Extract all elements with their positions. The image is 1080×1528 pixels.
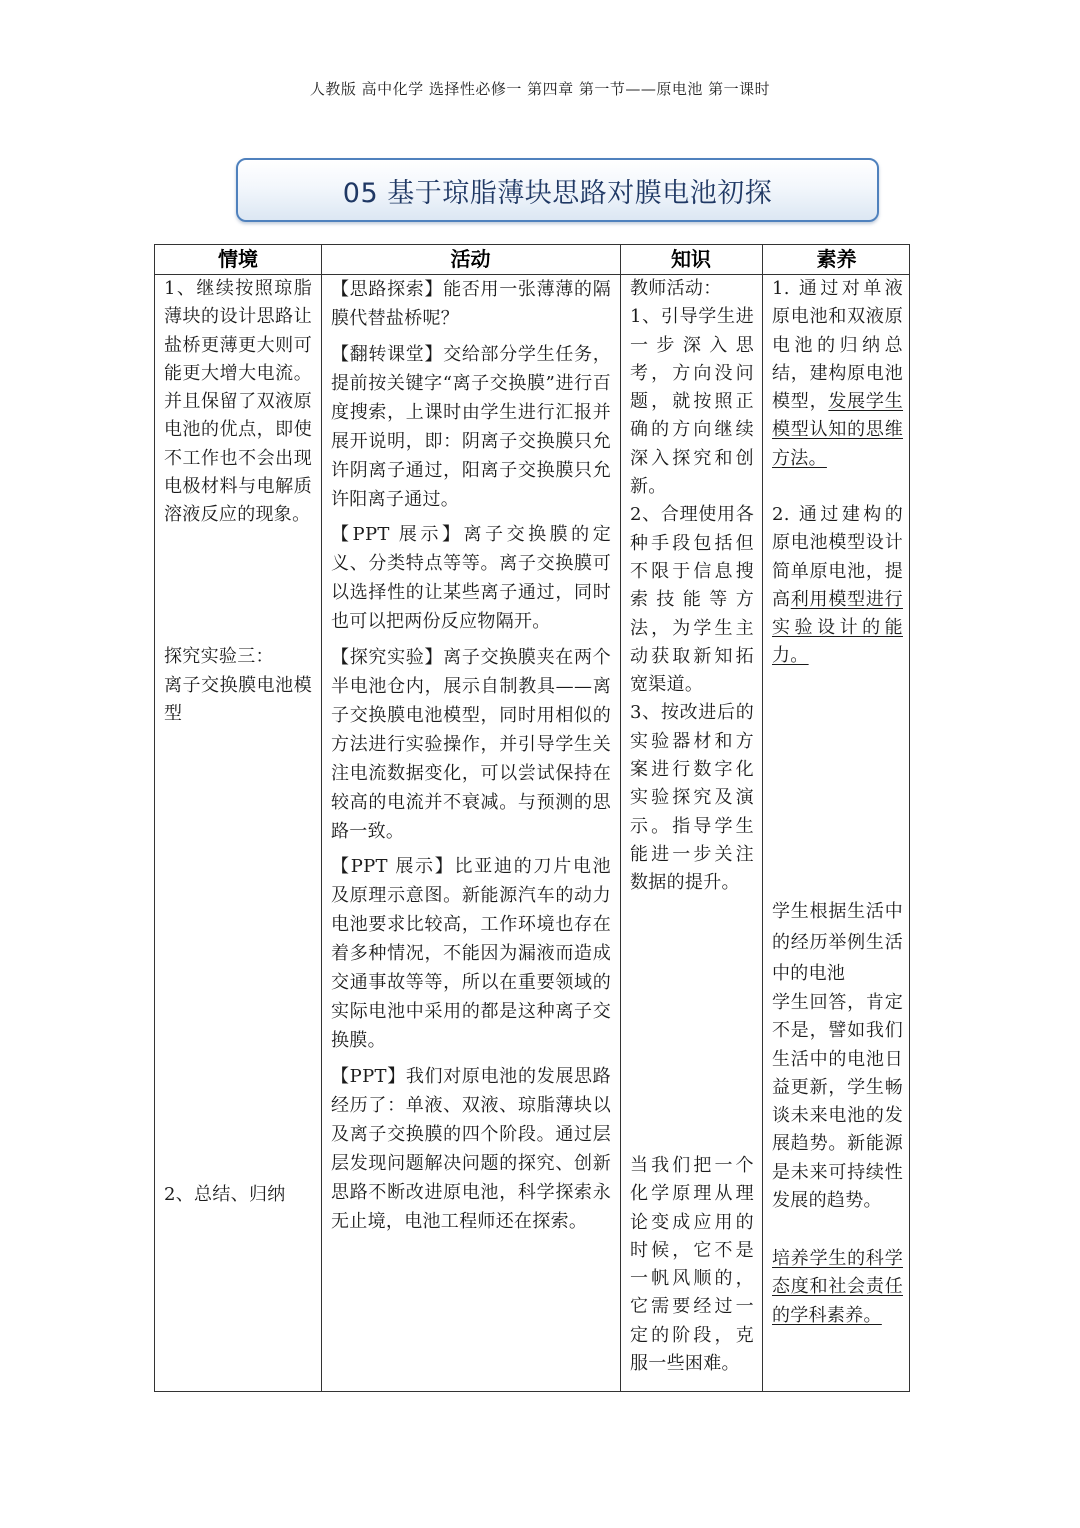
knowledge-item: 3、按改进后的实验器材和方案进行数字化实验探究及演示。指导学生能进一步关注数据的提升。 <box>630 702 754 894</box>
literacy-item-3: 培养学生的科学态度和社会责任的学科素养。 <box>772 1248 903 1326</box>
activity-tag: 【PPT 展示】 <box>331 856 455 877</box>
literacy-student-answer: 学生回答，肯定不是，譬如我们生活中的电池日益更新，学生畅谈未来电池的发展趋势。新能源是未来可持续性发展的趋势。 <box>772 992 903 1212</box>
context-exp-title: 探究实验三： <box>164 646 274 667</box>
lesson-table <box>154 244 910 1392</box>
header-literacy: 素养 <box>816 247 857 271</box>
header-knowledge: 知识 <box>671 247 711 271</box>
knowledge-item: 2、合理使用各种手段包括但不限于信息搜索技能等方法，为学生主动获取新知拓宽渠道。 <box>630 504 754 696</box>
context-item-1: 1、继续按照琼脂薄块的设计思路让盐桥更薄更大则可能更大增大电流。并且保留了双液原电池的优点，即使不工作也不会出现电极材料与电解质溶液反应的现象。 <box>164 278 312 526</box>
activity-tag: 【翻转课堂】 <box>331 343 444 365</box>
column-divider <box>321 245 322 1391</box>
activity-paragraph: 【PPT 展示】比亚迪的刀片电池及原理示意图。新能源汽车的动力电池要求比较高，工作环境也存在着多种情况，不能因为漏液而造成交通事故等等，所以在重要领域的实际电池中采用的都是这种离子交换膜。 <box>331 856 611 1051</box>
header-activity: 活动 <box>450 247 491 271</box>
literacy-item-1: 1. 通过对单液原电池和双液原电池的归纳总结，建构原电池模型，发展学生模型认知的思维方法。 <box>772 278 904 469</box>
activity-paragraph: 【PPT 展示】离子交换膜的定义、分类特点等等。离子交换膜可以选择性的让某些离子通过，同时也可以把两份反应物隔开。 <box>331 524 611 632</box>
page-header: 人教版 高中化学 选择性必修一 第四章 第一节——原电池 第一课时 <box>309 80 771 98</box>
title-banner <box>236 158 879 222</box>
literacy-highlight: 发展学生模型认知的思维方法。 <box>772 391 904 469</box>
activity-paragraph: 【探究实验】离子交换膜夹在两个半电池仓内，展示自制教具——离子交换膜电池模型，同时用相似的方法进行实验操作，并引导学生关注电流数据变化，可以尝试保持在较高的电流并不衰减。与预测的思路一致。 <box>331 646 611 842</box>
knowledge-cell <box>630 275 754 898</box>
activity-tag: 【PPT 展示】 <box>331 524 464 545</box>
activity-tag: 【思路探索】 <box>331 279 444 300</box>
context-exp-name: 离子交换膜电池模型 <box>164 675 312 725</box>
knowledge-heading: 教师活动： <box>630 278 722 299</box>
literacy-item-2: 2. 通过建构的原电池模型设计简单原电池，提高利用模型进行实验设计的能力。 <box>772 504 903 667</box>
knowledge-item: 1、引导学生进一步深入思考，方向没问题，就按照正确的方向继续深入探究和创新。 <box>630 306 754 498</box>
activity-tag: 【PPT】 <box>331 1065 406 1087</box>
literacy-highlight: 利用模型进行实验设计的能力。 <box>772 588 903 667</box>
activity-cell <box>331 275 611 1242</box>
page-title: 05 基于琼脂薄块思路对膜电池初探 <box>342 177 773 209</box>
activity-paragraph: 【PPT】我们对原电池的发展思路经历了：单液、双液、琼脂薄块以及离子交换膜的四个阶段。通过层层发现问题解决问题的探究、创新思路不断改进原电池，科学探索永无止境，电池工程师还在探索。 <box>331 1065 611 1232</box>
context-item-2: 2、总结、归纳 <box>164 1184 286 1205</box>
activity-paragraph: 【思路探索】能否用一张薄薄的隔膜代替盐桥呢？ <box>331 279 611 329</box>
activity-paragraph: 【翻转课堂】交给部分学生任务，提前按关键字“离子交换膜”进行百度搜索，上课时由学生进行汇报并展开说明，即：阴离子交换膜只允许阴离子通过，阳离子交换膜只允许阳离子通过。 <box>331 343 611 510</box>
header-context: 情境 <box>218 247 258 271</box>
knowledge-closing: 当我们把一个化学原理从理论变成应用的时候，它不是一帆风顺的，它需要经过一定的阶段，克服一些困难。 <box>630 1155 754 1375</box>
column-divider <box>620 245 621 1391</box>
literacy-student-example: 学生根据生活中的经历举例生活中的电池 <box>772 901 903 984</box>
activity-tag: 【探究实验】 <box>331 646 444 668</box>
column-divider <box>762 245 763 1391</box>
